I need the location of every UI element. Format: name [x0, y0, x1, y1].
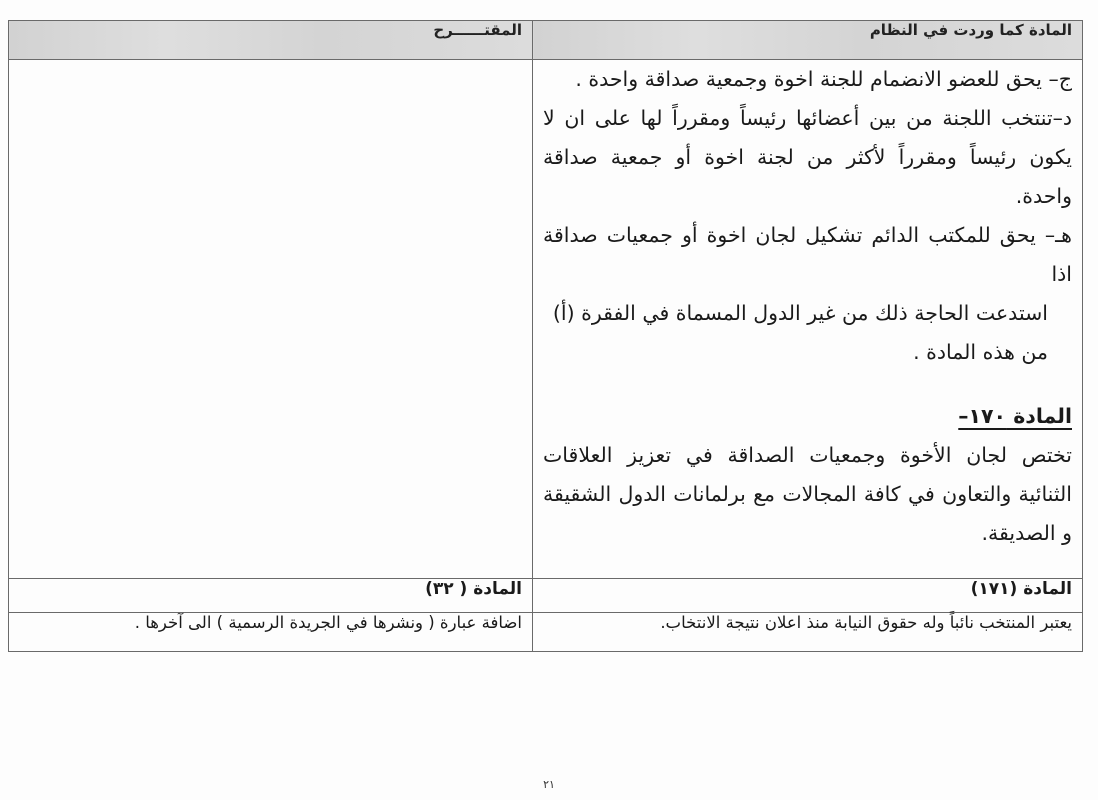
header-original-article: المادة كما وردت في النظام: [533, 21, 1083, 60]
paragraph-j: ج– يحق للعضو الانضمام للجنة اخوة وجمعية صداقة واحدة .: [575, 67, 1072, 91]
paragraph-h-line2: استدعت الحاجة ذلك من غير الدول المسماة في الفقرة (أ): [552, 301, 1048, 325]
article-32-proposal-text: اضافة عبارة ( ونشرها في الجريدة الرسمية ) الى آخرها .: [9, 613, 533, 652]
original-article-cell: [533, 60, 1083, 579]
header-proposed: المقتــــــرح: [9, 21, 533, 60]
paragraph-d: د–تنتخب اللجنة من بين أعضائها رئيساً ومقرراً لها على ان لا يكون رئيساً ومقرراً لأكثر من لجنة اخوة أو جمعية صداقة واحدة.: [543, 106, 1072, 208]
comparison-table: [8, 20, 1083, 652]
proposed-cell: [9, 60, 533, 579]
spacer: [543, 372, 1072, 396]
article-170-text: تختص لجان الأخوة وجمعيات الصداقة في تعزيز العلاقات الثنائية والتعاون في كافة المجالات مع برلمانات الدول الشقيقة و الصديقة.: [543, 443, 1072, 545]
table-row: [9, 579, 1083, 613]
article-32-title: المادة ( ٣٢): [9, 579, 533, 613]
table-row: [9, 613, 1083, 652]
table-row: [9, 60, 1083, 579]
page-number: ٢١: [543, 778, 555, 791]
paragraph-h-line3: من هذه المادة .: [913, 340, 1048, 364]
paragraph-h: هـ– يحق للمكتب الدائم تشكيل لجان اخوة أو جمعيات صداقة اذا: [543, 223, 1072, 286]
article-170-title: المادة ١٧٠–: [958, 404, 1072, 428]
article-171-title: المادة (١٧١): [533, 579, 1083, 613]
table-header-row: [9, 21, 1083, 60]
article-171-text: يعتبر المنتخب نائباً وله حقوق النيابة منذ اعلان نتيجة الانتخاب.: [533, 613, 1083, 652]
